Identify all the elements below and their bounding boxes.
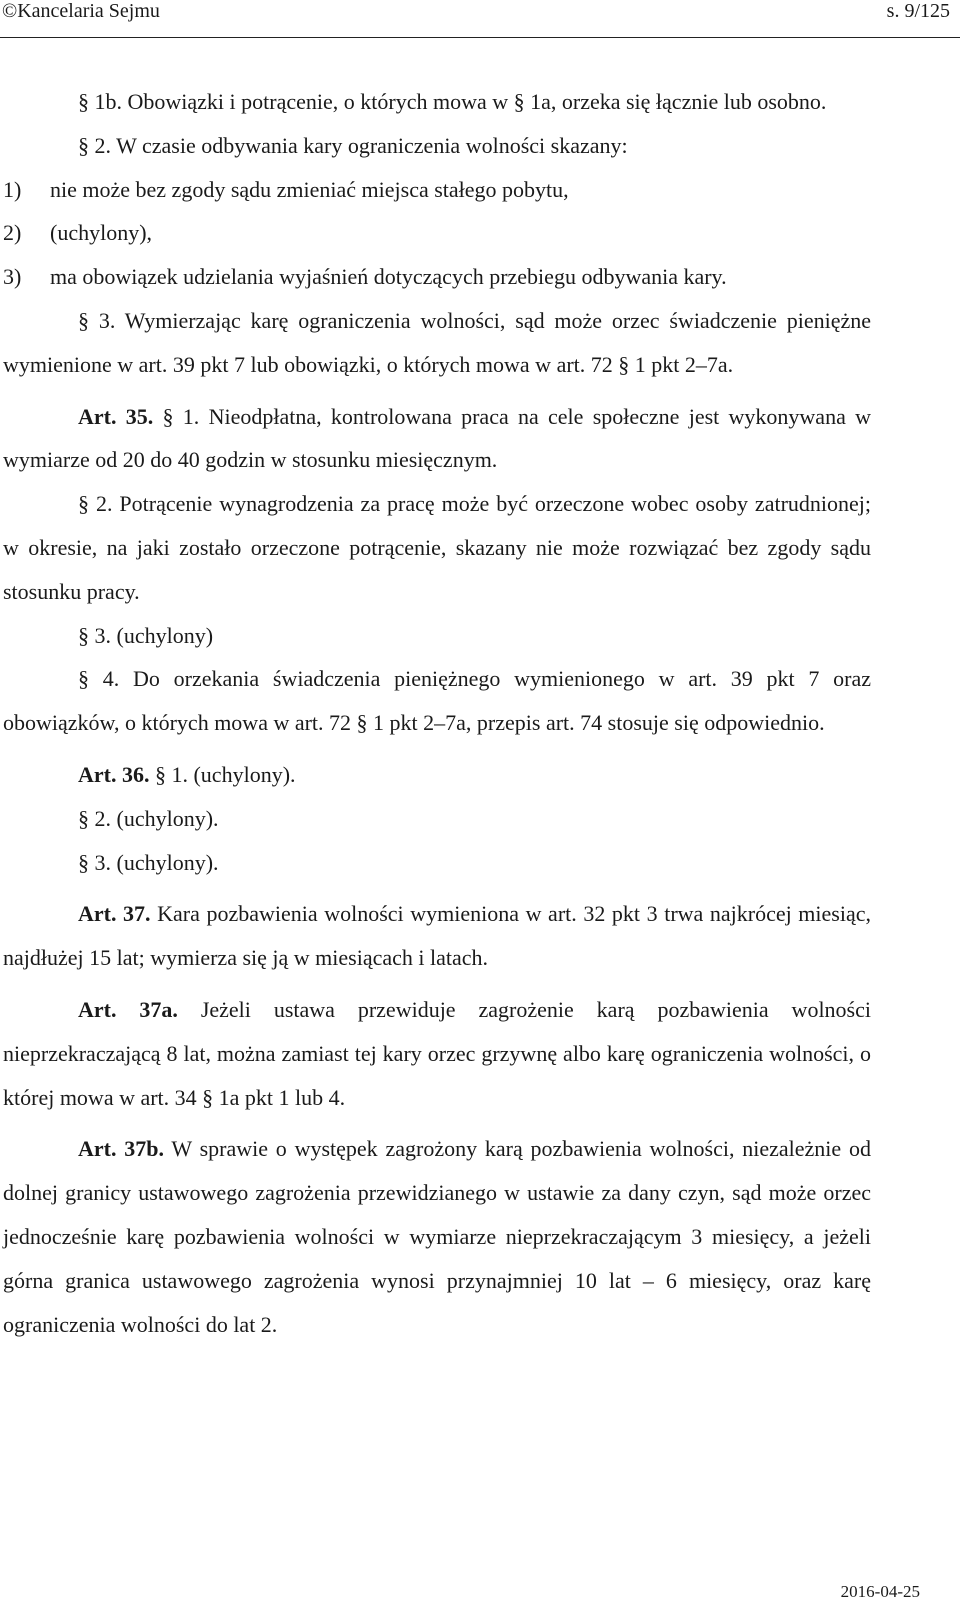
section-mark: § bbox=[78, 849, 89, 875]
section-mark: § bbox=[202, 1084, 214, 1110]
article-37: Art. 37. Kara pozbawienia wolności wymieniona w art. 32 pkt 3 trwa najkrócej miesiąc, najdłużej 15 lat; wymierza się ją w miesiącach i latach. bbox=[3, 901, 871, 971]
article-label: Art. 35. bbox=[78, 403, 154, 429]
paragraph-3: § 3. Wymierzając karę ograniczenia wolności, sąd może orzec świadczenie pieniężne wymienione w art. 39 pkt 7 lub obowiązki, o których mowa w art. 72 § 1 pkt 2–7a. bbox=[3, 307, 871, 377]
section-mark: § bbox=[356, 710, 368, 736]
article-36-paragraph-3: § 3. (uchylony). bbox=[78, 849, 219, 875]
section-mark: § bbox=[78, 805, 89, 831]
page-header bbox=[0, 0, 960, 38]
section-mark: § bbox=[78, 89, 89, 114]
article-label: Art. 37b. bbox=[78, 1136, 165, 1162]
section-mark: § bbox=[162, 403, 174, 429]
section-mark: § bbox=[513, 89, 525, 114]
article-label: Art. 37a. bbox=[78, 996, 178, 1022]
enumerated-list bbox=[3, 168, 871, 299]
article-35-paragraph-1: Art. 35. § 1. Nieodpłatna, kontrolowana praca na cele społeczne jest wykonywana w wymiarze od 20 do 40 godzin w stosunku miesięcznym. bbox=[3, 403, 871, 473]
section-mark: § bbox=[78, 491, 89, 517]
article-37b: Art. 37b. W sprawie o występek zagrożony karą pozbawienia wolności, niezależnie od dolnej granicy ustawowego zagrożenia przewidzianego w ustawie za dany czyn, sąd może orzec jednocześnie karę pozbawienia wolności w wymiarze nieprzekraczającym 3 miesięcy, a jeżeli górna granica ustawowego zagrożenia wynosi przynajmniej 10 lat – 6 miesięcy, oraz karę ograniczenia wolności do lat 2. bbox=[3, 1136, 871, 1337]
section-mark: § bbox=[78, 307, 89, 333]
list-item: 2) (uchylony), bbox=[3, 220, 153, 246]
section-mark: § bbox=[78, 666, 89, 692]
article-35-paragraph-2: § 2. Potrącenie wynagrodzenia za pracę może być orzeczone wobec osoby zatrudnionej; w okresie, na jaki zostało orzeczone potrącenie, skazany nie może rozwiązać bez zgody sądu stosunku pracy. bbox=[3, 491, 871, 604]
section-mark: § bbox=[618, 351, 630, 377]
article-36-paragraph-1: Art. 36. § 1. (uchylony). bbox=[78, 761, 296, 787]
document-body bbox=[3, 80, 871, 1346]
section-mark: § bbox=[78, 132, 89, 158]
section-mark: § bbox=[78, 622, 89, 648]
article-36-paragraph-2: § 2. (uchylony). bbox=[78, 805, 219, 831]
page-footer-date: 2016-04-25 bbox=[840, 1582, 920, 1601]
article-label: Art. 36. bbox=[78, 761, 150, 787]
section-mark: § bbox=[154, 761, 166, 787]
header-source: ©Kancelaria Sejmu bbox=[2, 0, 160, 22]
header-page-number: s. 9/125 bbox=[886, 0, 950, 22]
article-label: Art. 37. bbox=[78, 901, 151, 927]
list-item: 1) nie może bez zgody sądu zmieniać miejsca stałego pobytu, bbox=[3, 176, 569, 202]
article-35-paragraph-3: § 3. (uchylony) bbox=[78, 622, 214, 648]
article-35-paragraph-4: § 4. Do orzekania świadczenia pieniężnego wymienionego w art. 39 pkt 7 oraz obowiązków, o których mowa w art. 72 § 1 pkt 2–7a, przepis art. 74 stosuje się odpowiednio. bbox=[3, 666, 871, 736]
article-37a: Art. 37a. Jeżeli ustawa przewiduje zagrożenie karą pozbawienia wolności nieprzekraczającą 8 lat, można zamiast tej kary orzec grzywnę albo karę ograniczenia wolności, o której mowa w art. 34 § 1a pkt 1 lub 4. bbox=[3, 996, 871, 1110]
paragraph-1b: § 1b. Obowiązki i potrącenie, o których mowa w § 1a, orzeka się łącznie lub osobno. bbox=[78, 89, 827, 114]
paragraph-2: § 2. W czasie odbywania kary ograniczenia wolności skazany: bbox=[78, 132, 628, 158]
list-item: 3) ma obowiązek udzielania wyjaśnień dotyczących przebiegu odbywania kary. bbox=[3, 264, 727, 290]
